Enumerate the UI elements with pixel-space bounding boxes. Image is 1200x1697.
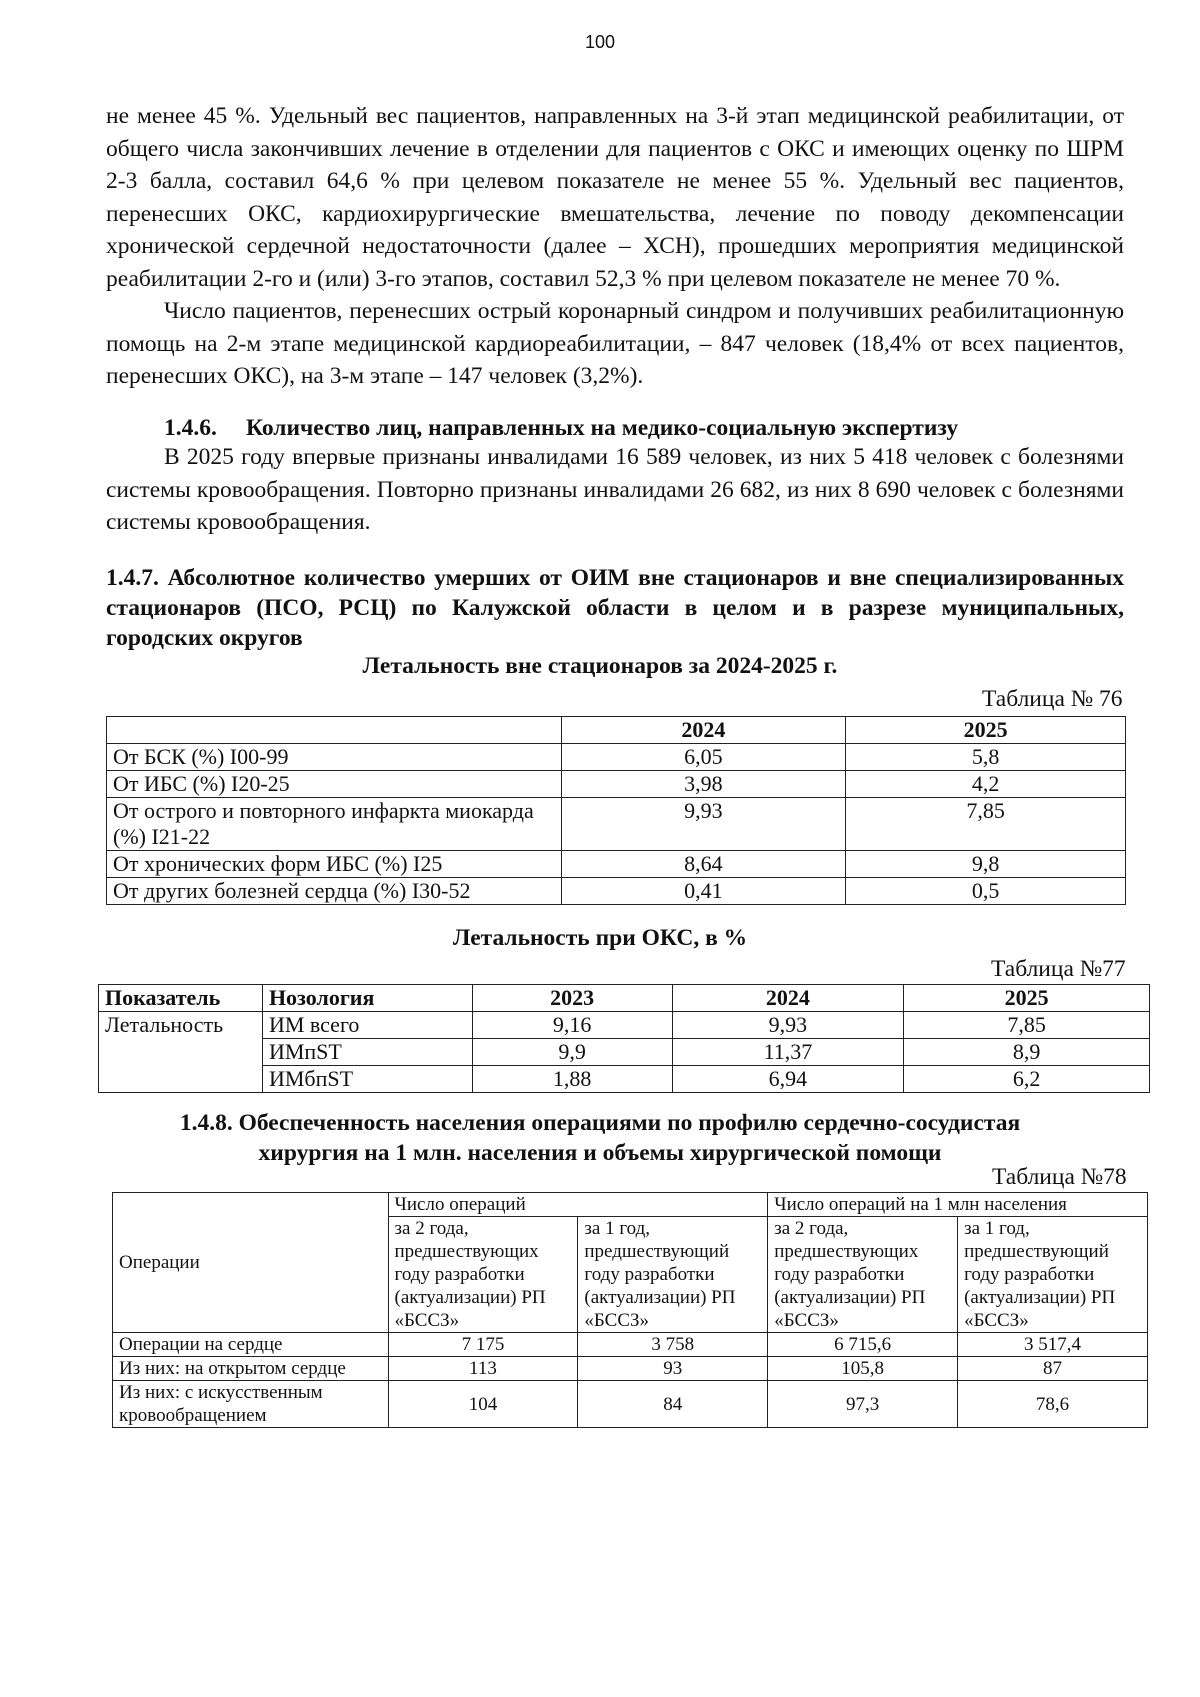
table-76-header-cell: 2025 [846,717,1126,744]
table-78-caption: Таблица №78 [992,1164,1127,1190]
table-cell: От ИБС (%) I20-25 [107,771,562,798]
section-146-text-block [106,441,1124,539]
table-row [107,851,1126,878]
table-row [113,1357,1148,1381]
table-76-header-cell: 2024 [561,717,846,744]
table-cell: 113 [388,1357,578,1381]
table-cell: 6,94 [672,1066,904,1093]
table-77-header-cell: 2025 [904,985,1150,1012]
table-cell: 0,5 [846,878,1126,905]
table-76-caption: Таблица № 76 [982,686,1123,712]
table-cell: 3 758 [578,1333,768,1357]
section-146-heading [164,413,958,443]
table-row [107,771,1126,798]
table-cell: 1,88 [472,1066,672,1093]
table-row [107,798,1126,851]
intro-paragraph-1: не менее 45 %. Удельный вес пациентов, направленных на 3-й этап медицинской реабилитации, от общего числа закончивших лечение в отделении для пациентов с ОКС и имеющих оценку по ШРМ 2-3 балла, составил 64,6 % при целевом показателе не менее 55 %. Удельный вес пациентов, перенесших ОКС, кардиохирургические вмешательства, лечение по поводу декомпенсации хронической сердечной недостаточности (далее – ХСН), прошедших мероприятия медицинской реабилитации 2-го и (или) 3-го этапов, составил 52,3 % при целевом показателе не менее 70 %. [106,103,1124,292]
table-cell: 9,9 [472,1039,672,1066]
table-77-header-cell: 2023 [472,985,672,1012]
table-cell: 6 715,6 [768,1333,958,1357]
table-78-sub-header: за 1 год, предшествующий году разработки (актуализации) РП «БССЗ» [578,1217,768,1333]
section-148-title-line-2: хирургия на 1 млн. населения и объемы хирургической помощи [258,1140,942,1166]
table-cell: 93 [578,1357,768,1381]
table-78-sub-header: за 2 года, предшествующих году разработки (актуализации) РП «БССЗ» [388,1217,578,1333]
table-76 [106,716,1126,905]
table-cell: От острого и повторного инфаркта миокарда (%) I21-22 [107,798,562,851]
intro-paragraph-2: Число пациентов, перенесших острый коронарный синдром и получивших реабилитационную помощь на 2-м этапе медицинской кардиореабилитации, – 847 человек (18,4% от всех пациентов, перенесших ОКС), на 3-м этапе – 147 человек (3,2%). [106,298,1124,389]
table-cell: 3,98 [561,771,846,798]
section-146-number: 1.4.6. [164,415,217,441]
table-76-header-row [107,717,1126,744]
table-cell: От БСК (%) I00-99 [107,744,562,771]
table-77-title: Летальность при ОКС, в % [452,925,748,951]
table-78-group-header-row [113,1193,1148,1217]
table-row [113,1333,1148,1357]
table-cell: 9,93 [672,1012,904,1039]
table-78 [112,1192,1148,1428]
table-cell: 4,2 [846,771,1126,798]
table-cell: 78,6 [958,1381,1148,1428]
table-cell: Операции на сердце [113,1333,389,1357]
table-cell: От других болезней сердца (%) I30-52 [107,878,562,905]
table-cell: 7,85 [846,798,1126,851]
table-row [107,744,1126,771]
section-146-text: В 2025 году впервые признаны инвалидами 16 589 человек, из них 5 418 человек с болезнями системы кровообращения. Повторно признаны инвалидами 26 682, из них 8 690 человек с болезнями системы кровообращения. [106,444,1124,535]
section-146-title: Количество лиц, направленных на медико-социальную экспертизу [246,415,959,441]
section-147-heading: 1.4.7. Абсолютное количество умерших от ОИМ вне стационаров и вне специализированных стационаров (ПСО, РСЦ) по Калужской области в целом и в разрезе муниципальных, городских округов [106,565,1124,651]
table-cell: Из них: на открытом сердце [113,1357,389,1381]
table-cell: 3 517,4 [958,1333,1148,1357]
intro-text [106,100,1124,393]
table-cell: 7,85 [904,1012,1150,1039]
table-cell: ИМбпST [262,1066,472,1093]
table-cell: 8,64 [561,851,846,878]
table-78-sub-header: за 1 год, предшествующий году разработки (актуализации) РП «БССЗ» [958,1217,1148,1333]
table-77-caption: Таблица №77 [991,956,1126,982]
table-row [99,1012,1150,1039]
table-cell: 9,16 [472,1012,672,1039]
table-cell: 84 [578,1381,768,1428]
table-cell: 87 [958,1357,1148,1381]
table-77-indicator-cell: Летальность [99,1012,263,1093]
table-cell: 9,93 [561,798,846,851]
table-cell: 8,9 [904,1039,1150,1066]
table-cell: 6,2 [904,1066,1150,1093]
table-cell: 11,37 [672,1039,904,1066]
table-cell: 104 [388,1381,578,1428]
table-cell: От хронических форм ИБС (%) I25 [107,851,562,878]
table-cell: 105,8 [768,1357,958,1381]
table-76-header-cell [107,717,562,744]
section-148-heading [0,1108,1200,1168]
table-cell: 6,05 [561,744,846,771]
table-cell: 9,8 [846,851,1126,878]
table-cell: Из них: с искусственным кровообращением [113,1381,389,1428]
table-cell: ИМ всего [262,1012,472,1039]
table-cell: 7 175 [388,1333,578,1357]
page-number: 100 [584,32,616,52]
table-77-header-cell: Показатель [99,985,263,1012]
section-148-title-line-1: 1.4.8. Обеспеченность населения операциями по профилю сердечно-сосудистая [179,1110,1021,1136]
table-cell: 5,8 [846,744,1126,771]
table-cell: 0,41 [561,878,846,905]
table-cell: 97,3 [768,1381,958,1428]
table-77-header-cell: 2024 [672,985,904,1012]
table-cell: ИМпST [262,1039,472,1066]
table-77 [98,984,1150,1093]
table-78-group-header: Число операций [388,1193,768,1217]
table-76-title: Летальность вне стационаров за 2024-2025 г. [362,653,838,679]
table-78-sub-header: за 2 года, предшествующих году разработки (актуализации) РП «БССЗ» [768,1217,958,1333]
table-77-header-row [99,985,1150,1012]
table-78-group-header: Число операций на 1 млн населения [768,1193,1148,1217]
table-77-header-cell: Нозология [262,985,472,1012]
table-78-operations-header: Операции [113,1193,389,1333]
table-row [107,878,1126,905]
table-row [113,1381,1148,1428]
